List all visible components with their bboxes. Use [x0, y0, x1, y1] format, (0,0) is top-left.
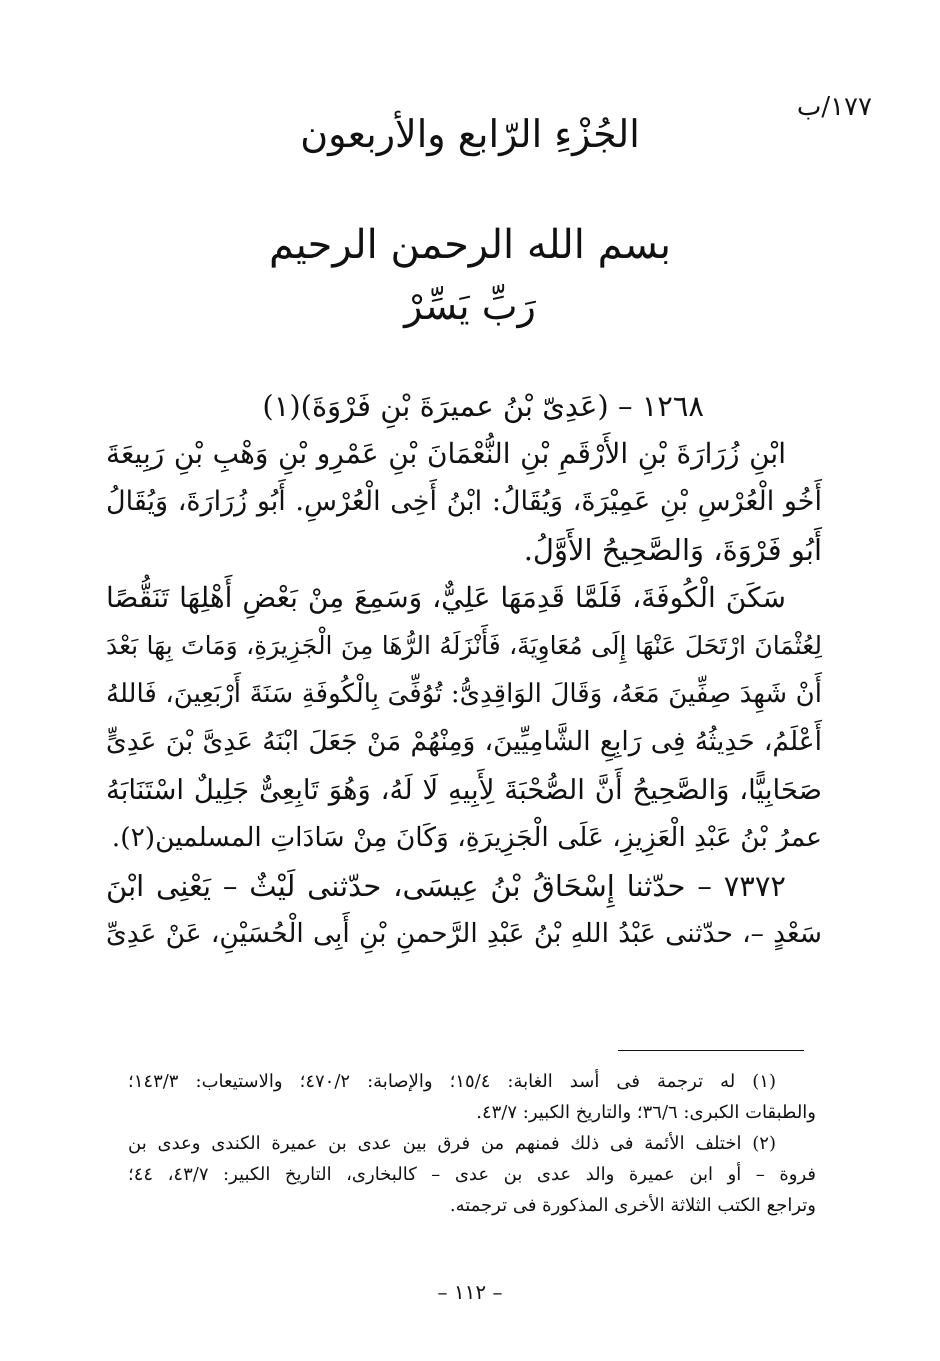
biography-line: سَكَنَ الْكُوفَةَ، فَلَمَّا قَدِمَهَا عَلِيٌّ، وَسَمِعَ مِنْ بَعْضِ أَهْلِهَا تَنَقُّصًا	[106, 581, 786, 614]
footnote-line: وتراجع الكتب الثلاثة الأخرى المذكورة فى ترجمته.	[449, 1195, 816, 1216]
hadith-line: ٧٣٧٢ – حدّثنا إِسْحَاقُ بْنُ عِيسَى، حدّثنى لَيْثٌ – يَعْنِى ابْنَ	[106, 869, 786, 903]
invocation: رَبِّ يَسِّرْ	[404, 284, 536, 328]
entry-heading: ١٢٦٨ – (عَدِىّ بْنُ عميرَةَ بْنِ فَرْوَةَ)(١)	[262, 389, 704, 423]
lineage-line: ابْنِ زُرَارَةَ بْنِ الأَرْقَمِ بْنِ النُّعْمَانَ بْنِ عَمْرِو بْنِ وَهْبِ بْنِ رَبِيعَةَ	[106, 437, 786, 470]
biography-line: أَنْ شَهِدَ صِفِّينَ مَعَهُ، وَقَالَ الوَاقِدِىُّ: تُوُفِّىَ بِالْكُوفَةِ سَنَةَ أَرْبَعِينَ، فَاللهُ	[106, 679, 822, 709]
part-title: الجُزْءِ الرّابع والأربعون	[300, 112, 640, 156]
folio-marker: ١٧٧/ب	[796, 92, 872, 122]
hadith-line: سَعْدٍ –، حدّثنى عَبْدُ اللهِ بْنُ عَبْدِ الرَّحمنِ بْنِ أَبِى الْحُسَيْنِ، عَنْ عَدِىِّ	[106, 918, 822, 949]
footnotes	[128, 1066, 816, 1221]
biography-line: أَعْلَمُ، حَدِيثُهُ فِى رَابِعِ الشَّامِيِّينَ، وَمِنْهُمْ مَنْ جَعَلَ ابْنَهُ عَدِىَّ بْنَ عَدِىٍّ	[106, 726, 822, 757]
footnote-line: (١) له ترجمة فى أسد الغابة: ١٥/٤؛ والإصابة: ٤٧٠/٢؛ والاستيعاب: ١٤٣/٣؛	[128, 1071, 776, 1092]
footnote-separator	[618, 1050, 804, 1051]
main-text	[106, 382, 822, 958]
lineage-line: أَبُو فَرْوَةَ، وَالصَّحِيحُ الأَوَّلُ.	[523, 533, 822, 567]
page-number: – ١١٢ –	[437, 1280, 503, 1304]
biography-line: لِعُثْمَانَ ارْتَحَلَ عَنْهَا إِلَى مُعَاوِيَةَ، فَأَنْزَلَهُ الرُّهَا مِنَ الْجَزِيرَةِ، وَمَاتَ بِهَا بَعْدَ	[106, 631, 822, 660]
lineage-line: أَخُو الْعُرْسِ بْنِ عَمِيْرَةَ، وَيُقَالُ: ابْنُ أَخِى الْعُرْسِ. أَبُو زُرَارَةَ، وَيُقَالُ	[106, 486, 822, 517]
footnote-line: فروة – أو ابن عميرة والد عدى بن عدى – كالبخارى، التاريخ الكبير: ٤٣/٧، ٤٤؛	[128, 1164, 816, 1185]
biography-line: عمرُ بْنُ عَبْدِ الْعَزِيزِ، عَلَى الْجَزِيرَةِ، وَكَانَ مِنْ سَادَاتِ المسلمين(٢).	[111, 822, 822, 853]
basmala: بسم الله الرحمن الرحيم	[268, 222, 672, 268]
footnote-line: والطبقات الكبرى: ٣٦/٦؛ والتاريخ الكبير: ٤٣/٧.	[476, 1102, 816, 1123]
footnote-line: (٢) اختلف الأئمة فى ذلك فمنهم من فرق بين عدى بن عميرة الكندى وعدى بن	[128, 1133, 776, 1154]
biography-line: صَحَابِيًّا، وَالصَّحِيحُ أَنَّ الصُّحْبَةَ لِأَبِيهِ لَا لَهُ، وَهُوَ تَابِعِىٌّ جَلِيلٌ اسْتَنَابَهُ	[106, 774, 822, 806]
